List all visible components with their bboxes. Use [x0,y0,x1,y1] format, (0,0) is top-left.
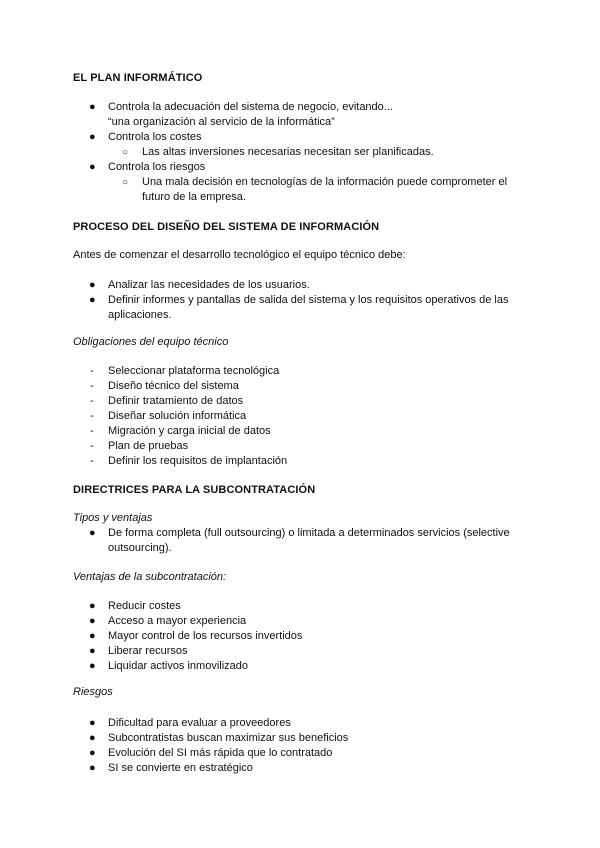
bullet-marker: ● [89,660,96,672]
bullet-marker: ● [89,615,96,627]
plan-sublist-costes [108,145,528,160]
advantages-list [73,599,533,674]
subheading-ventajas: Ventajas de la subcontratación: [73,571,227,583]
types-list [73,526,533,556]
bullet-marker: ● [89,101,96,113]
list-item: ● Evolución del SI más rápida que lo contratado [89,747,333,759]
list-item: ● De forma completa (full outsourcing) o limitada a determinados servicios (selective outsourcing). [89,527,510,554]
section-heading-plan-informatico: EL PLAN INFORMÁTICO [73,72,203,84]
dash-marker: - [90,365,94,377]
list-item: ● Liquidar activos inmovilizado [89,660,249,672]
list-item: ● Controla los costes [89,131,202,143]
section-heading-proceso-diseno: PROCESO DEL DISEÑO DEL SISTEMA DE INFORMACIÓN [73,221,380,233]
bullet-marker: ● [89,527,96,539]
list-item: ● Dificultad para evaluar a proveedores [89,717,291,729]
list-item: - Seleccionar plataforma tecnológica [90,365,280,377]
list-item: ● SI se convierte en estratégico [89,762,253,774]
dash-marker: - [90,425,94,437]
subheading-riesgos: Riesgos [73,686,113,698]
dash-marker: - [90,455,94,467]
bullet-marker: ● [89,600,96,612]
analysis-list [73,278,533,323]
list-item: ● Controla los riesgos [89,161,206,173]
dash-marker: - [90,440,94,452]
risks-list [73,716,533,776]
list-item: - Definir los requisitos de implantación [90,455,288,467]
list-item: ● Analizar las necesidades de los usuarios. [89,279,310,291]
list-item: ● Reducir costes [89,600,181,612]
plan-sublist-riesgos [108,175,528,205]
list-item: ● Liberar recursos [89,645,188,657]
list-item: ○ Una mala decisión en tecnologías de la información puede comprometer el futuro de la empresa. [122,176,508,203]
list-item: ● Subcontratistas buscan maximizar sus beneficios [89,732,349,744]
bullet-marker: ● [89,645,96,657]
bullet-marker: ● [89,732,96,744]
list-item: ○ Las altas inversiones necesarias necesitan ser planificadas. [122,146,434,158]
plan-list [73,100,533,145]
obligations-list [73,364,533,469]
list-item: - Plan de pruebas [90,440,189,452]
circle-marker: ○ [122,177,129,188]
bullet-marker: ● [89,762,96,774]
bullet-marker: ● [89,294,96,306]
subheading-tipos-ventajas: Tipos y ventajas [73,512,153,524]
list-item: - Definir tratamiento de datos [90,395,244,407]
list-item: - Migración y carga inicial de datos [90,425,271,437]
dash-marker: - [90,410,94,422]
bullet-marker: ● [89,279,96,291]
list-item: - Diseñar solución informática [90,410,247,422]
plan-list-cont [73,160,533,175]
bullet-marker: ● [89,630,96,642]
list-item: ● Controla la adecuación del sistema de negocio, evitando... “una organización al servicio de la informática” [89,101,393,128]
bullet-marker: ● [89,161,96,173]
dash-marker: - [90,395,94,407]
section-heading-directrices: DIRECTRICES PARA LA SUBCONTRATACIÓN [73,484,316,496]
bullet-marker: ● [89,131,96,143]
bullet-marker: ● [89,717,96,729]
list-item: ● Acceso a mayor experiencia [89,615,247,627]
bullet-marker: ● [89,747,96,759]
list-item: ● Mayor control de los recursos invertidos [89,630,303,642]
intro-paragraph: Antes de comenzar el desarrollo tecnológico el equipo técnico debe: [73,249,406,261]
list-item: ● Definir informes y pantallas de salida del sistema y los requisitos operativos de las aplicaciones. [89,294,509,321]
list-item: - Diseño técnico del sistema [90,380,239,392]
circle-marker: ○ [122,147,129,158]
subheading-obligaciones: Obligaciones del equipo técnico [73,336,229,348]
dash-marker: - [90,380,94,392]
